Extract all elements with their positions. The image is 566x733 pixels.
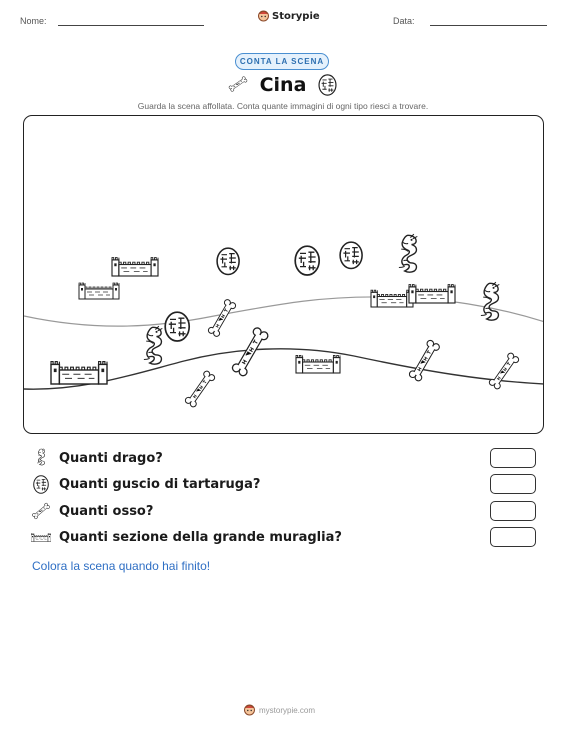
date-field[interactable]	[430, 25, 547, 26]
question-row	[31, 526, 536, 548]
question-text: Quanti guscio di tartaruga?	[59, 476, 261, 492]
question-text: Quanti sezione della grande muraglia?	[59, 529, 342, 545]
turtle-shell-icon	[217, 248, 239, 274]
coloring-note: Colora la scena quando hai finito!	[32, 559, 211, 573]
scene-illustration	[24, 116, 544, 434]
instructions: Guarda la scena affollata. Conta quante immagini di ogni tipo riesci a trovare.	[137, 101, 429, 111]
bone-icon	[207, 299, 236, 338]
question-text: Quanti osso?	[59, 503, 154, 519]
turtle-shell-icon	[340, 242, 362, 268]
bone-icon	[184, 370, 216, 408]
dragon-icon	[144, 326, 162, 364]
great-wall-icon	[79, 283, 119, 299]
turtle-shell-icon	[165, 312, 189, 341]
date-label: Data:	[393, 16, 415, 26]
answer-box[interactable]	[490, 448, 536, 468]
storypie-logo-icon	[258, 10, 269, 22]
footer	[244, 704, 315, 716]
answer-box[interactable]	[490, 474, 536, 494]
name-field[interactable]	[58, 25, 204, 26]
turtle-shell-icon	[295, 246, 319, 275]
answer-box[interactable]	[490, 527, 536, 547]
turtle-shell-icon	[318, 74, 337, 96]
storypie-logo-icon	[244, 704, 255, 716]
brand-logo	[258, 10, 320, 22]
great-wall-icon	[51, 362, 107, 384]
counting-scene	[23, 115, 544, 434]
great-wall-icon	[112, 258, 158, 276]
turtle-shell-icon	[31, 474, 51, 494]
great-wall-icon	[371, 290, 413, 307]
dragon-icon	[399, 234, 417, 272]
question-row	[31, 473, 536, 495]
footer-url[interactable]: mystorypie.com	[259, 705, 316, 715]
bone-icon	[408, 339, 440, 382]
page-title: Cina	[259, 74, 307, 96]
question-text: Quanti drago?	[59, 450, 163, 466]
brand-name: Storypie	[272, 10, 320, 22]
great-wall-icon	[409, 285, 455, 303]
dragon-icon	[31, 448, 51, 468]
section-badge: CONTA LA SCENA	[235, 53, 329, 70]
name-label: Nome:	[20, 16, 47, 26]
question-row	[31, 500, 536, 522]
answer-box[interactable]	[490, 501, 536, 521]
great-wall-icon	[296, 355, 340, 373]
dragon-icon	[481, 282, 499, 320]
question-row	[31, 447, 536, 469]
hill-line-back	[24, 297, 544, 326]
great-wall-icon	[31, 527, 51, 547]
bone-icon	[488, 352, 520, 390]
bone-icon	[31, 501, 51, 521]
